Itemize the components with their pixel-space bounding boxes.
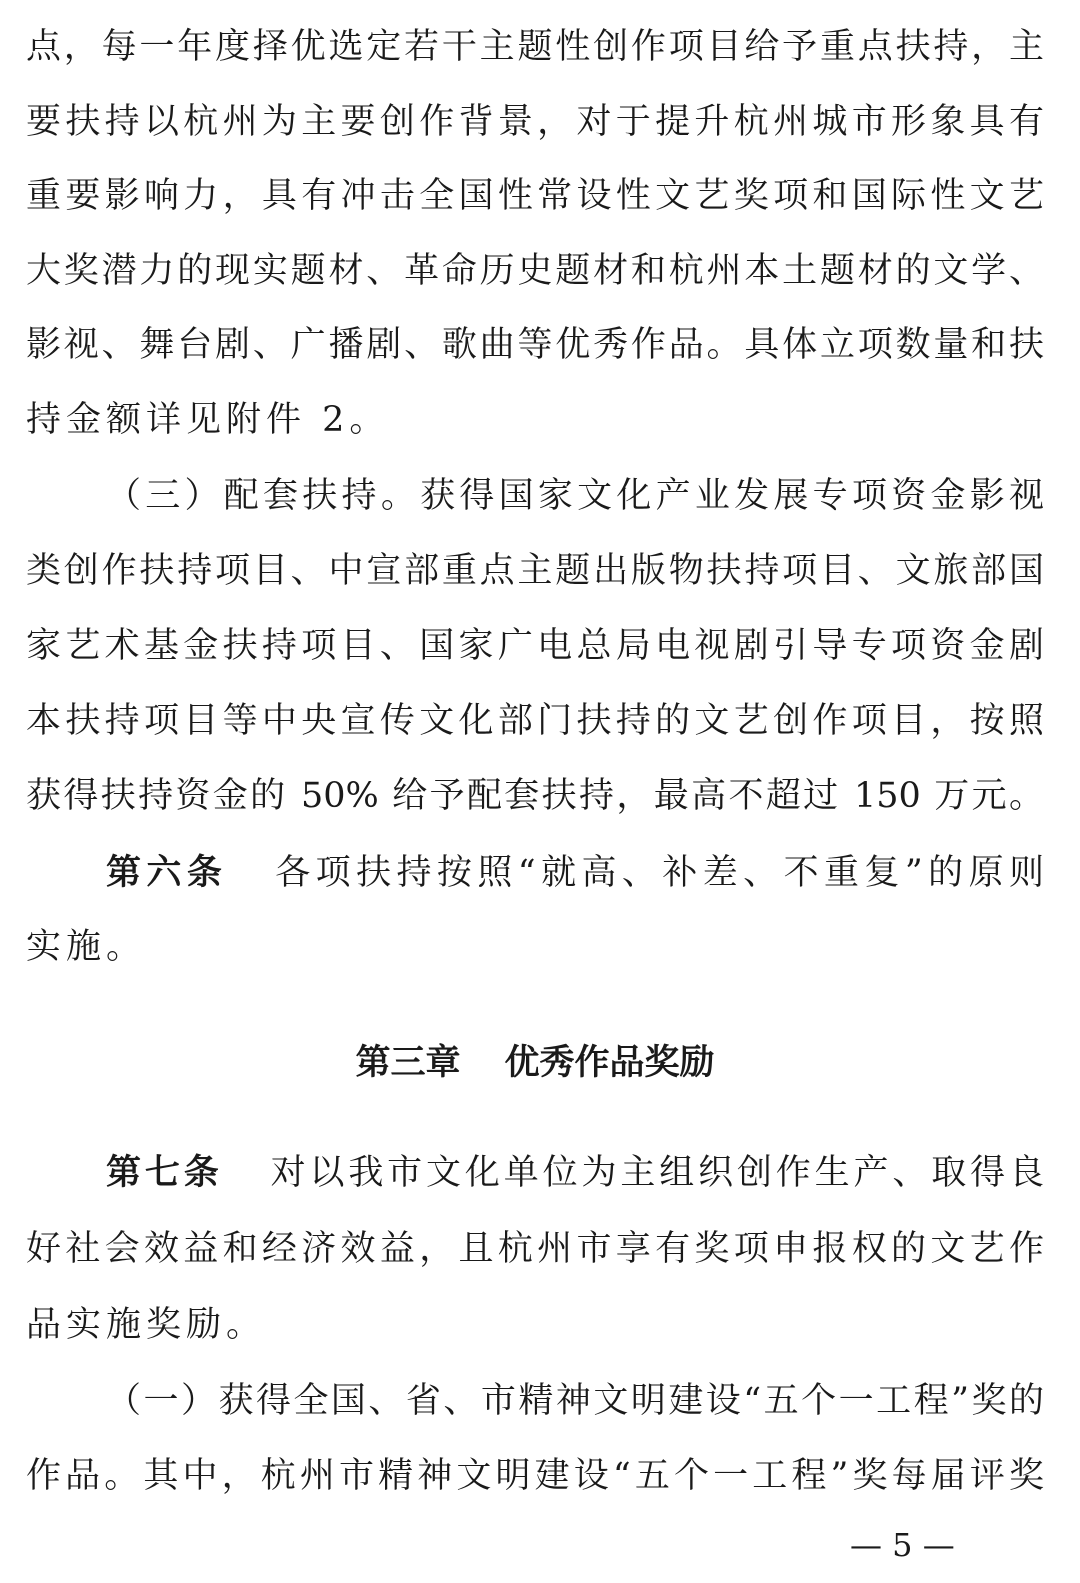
paragraph-line: 本扶持项目等中央宣传文化部门扶持的文艺创作项目，按照 — [26, 701, 1044, 741]
article-text: 各项扶持按照“就高、补差、不重复”的原则 — [275, 853, 1044, 893]
paragraph-line: 重要影响力，具有冲击全国性常设性文艺奖项和国际性文艺 — [26, 176, 1044, 216]
paragraph-line: 家艺术基金扶持项目、国家广电总局电视剧引导专项资金剧 — [26, 626, 1044, 666]
paragraph-line: 点，每一年度择优选定若干主题性创作项目给予重点扶持，主 — [26, 27, 1044, 67]
article-label: 第七条 — [106, 1153, 223, 1193]
paragraph-line: 类创作扶持项目、中宣部重点主题出版物扶持项目、文旅部国 — [26, 551, 1044, 591]
paragraph-line: 持金额详见附件 2。 — [26, 400, 390, 440]
article-label: 第六条 — [106, 853, 228, 893]
chapter-title: 优秀作品奖励 — [504, 1043, 715, 1083]
paragraph-line: 品实施奖励。 — [26, 1305, 267, 1345]
article-7-line — [26, 1148, 1044, 1198]
paragraph-line: 获得扶持资金的 50% 给予配套扶持，最高不超过 150 万元。 — [26, 776, 1044, 816]
article-6-line — [26, 848, 1044, 898]
chapter-heading — [26, 1038, 1044, 1088]
paragraph-line: 要扶持以杭州为主要创作背景，对于提升杭州城市形象具有 — [26, 102, 1044, 142]
paragraph-line: （三）配套扶持。获得国家文化产业发展专项资金影视 — [106, 476, 1044, 516]
paragraph-line: 作品。其中，杭州市精神文明建设“五个一工程”奖每届评奖 — [26, 1456, 1044, 1496]
chapter-number: 第三章 — [355, 1043, 461, 1083]
paragraph-line: （一）获得全国、省、市精神文明建设“五个一工程”奖的 — [106, 1381, 1044, 1421]
page-number: — 5 — — [850, 1526, 955, 1564]
article-text: 对以我市文化单位为主组织创作生产、取得良 — [270, 1153, 1044, 1193]
paragraph-line: 好社会效益和经济效益，且杭州市享有奖项申报权的文艺作 — [26, 1229, 1044, 1269]
paragraph-line: 实施。 — [26, 927, 147, 967]
paragraph-line: 影视、舞台剧、广播剧、歌曲等优秀作品。具体立项数量和扶 — [26, 325, 1044, 365]
paragraph-line: 大奖潜力的现实题材、革命历史题材和杭州本土题材的文学、 — [26, 251, 1044, 291]
